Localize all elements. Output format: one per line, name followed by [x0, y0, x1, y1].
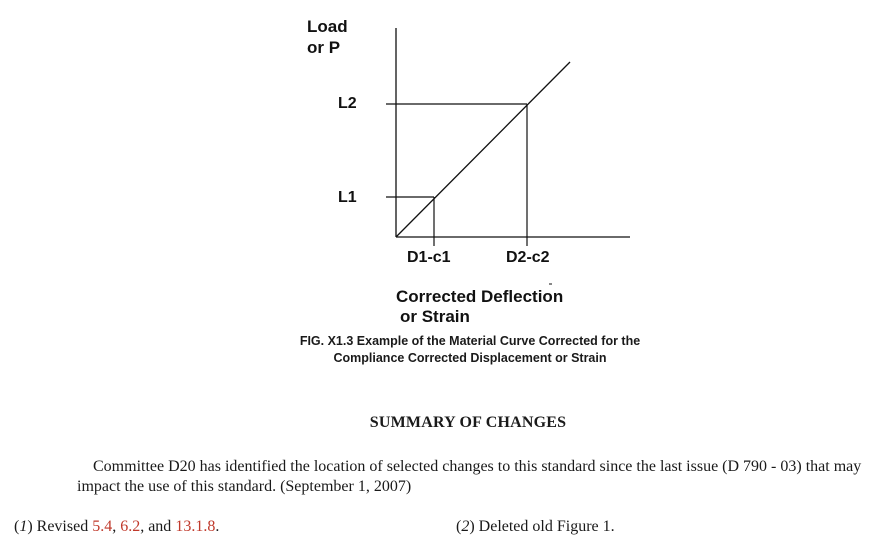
figure-caption-line-2: Compliance Corrected Displacement or Strain [333, 351, 607, 365]
change-item-2-number: 2 [461, 518, 470, 535]
material-curve-line [396, 62, 570, 237]
figure-caption [230, 333, 710, 367]
figure-caption-line-1: FIG. X1.3 Example of the Material Curve Corrected for the [299, 334, 641, 348]
x-axis-title-line-2: or Strain [400, 307, 470, 326]
change-item-1-suffix: . [215, 518, 220, 535]
y-axis-title-line-2: or P [307, 38, 341, 57]
summary-paragraph: Committee D20 has identified the location of selected changes to this standard since the last issue (D 790 - 03) that may impact the use of this standard. (September 1, 2007) [77, 458, 862, 495]
y-tick-l2: L2 [338, 95, 357, 112]
x-axis-title-line-1: Corrected Deflection [396, 287, 564, 306]
x-tick-d1-c1: D1-c1 [407, 249, 451, 266]
ref-link-13-1-8[interactable]: 13.1.8 [175, 518, 216, 535]
change-item-1-prefix: Revised [36, 518, 93, 535]
x-tick-d2-c2: D2-c2 [506, 249, 550, 266]
change-item-1-sep-1: , [112, 518, 121, 535]
ref-link-6-2[interactable]: 6.2 [120, 518, 141, 535]
summary-of-changes-heading: SUMMARY OF CHANGES [369, 414, 567, 431]
y-axis-title [307, 16, 348, 58]
ref-link-5-4[interactable]: 5.4 [92, 518, 113, 535]
change-item-1-sep-2: , and [140, 518, 176, 535]
change-item-1: (1) Revised 5.4, 6.2, and 13.1.8. [14, 518, 220, 535]
change-item-1-number: 1 [19, 518, 28, 535]
change-item-2-text: Deleted old Figure 1. [478, 518, 615, 535]
y-axis-title-line-1: Load [307, 17, 348, 36]
change-item-2: (2) Deleted old Figure 1. [456, 518, 615, 535]
x-axis-title [396, 287, 563, 327]
y-tick-l1: L1 [338, 189, 357, 206]
